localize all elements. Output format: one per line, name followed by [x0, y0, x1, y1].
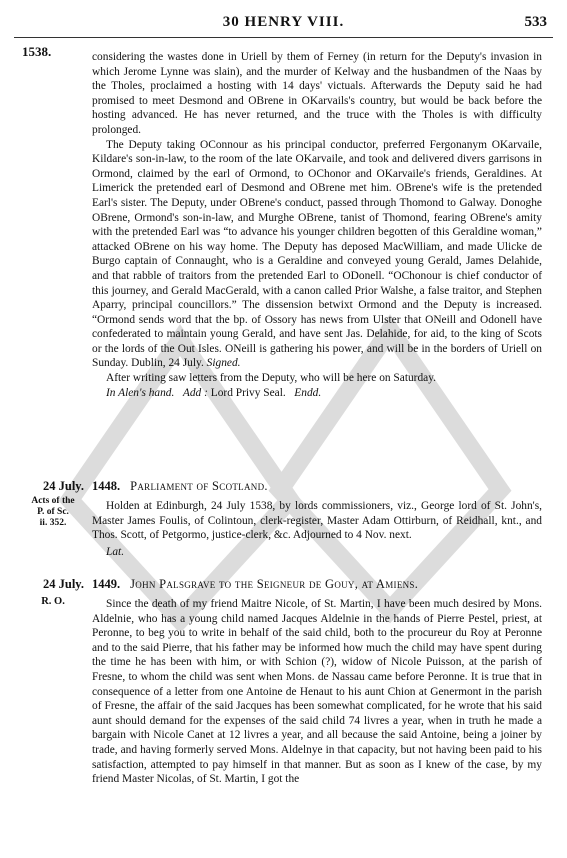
entry-1449-body [92, 597, 542, 787]
entry-1449-date: 24 July. [43, 577, 84, 591]
paragraph: Holden at Edinburgh, 24 July 1538, by lords commissioners, viz., George lord of St. John's, Master James Foulis, of Colintoun, clerk-register, Master Adam Ottirburn, of Reidhall, knt., and Thos. Scott, of Petgormo, justice-clerk, &c. Adjourned to 4 Nov. next. [92, 500, 542, 542]
entry-1448-body [92, 499, 542, 559]
postscript: After writing saw letters from the Deputy, who will be here on Saturday. [106, 372, 437, 385]
entry-1448-heading [92, 479, 268, 494]
paragraph [92, 138, 542, 372]
endorsement-line [92, 386, 542, 401]
year-marker: 1538. [22, 44, 52, 59]
running-title: 30 HENRY VIII. [222, 14, 345, 30]
entry-1448-date: 24 July. [43, 479, 84, 493]
page-header [0, 12, 567, 34]
entry-title: John Palsgrave to the Seigneur de Gouy, at Amiens. [130, 577, 419, 591]
header-rule [14, 37, 553, 38]
add-value: Lord Privy Seal. [210, 386, 286, 399]
reference-line: P. of Sc. [37, 507, 69, 517]
endd-note: Endd. [294, 386, 322, 399]
hand-note: In Alen's hand. [106, 386, 175, 399]
reference-line: ii. 352. [39, 518, 67, 528]
entry-1448-reference [20, 496, 86, 529]
paragraph: considering the wastes done in Uriell by them of Ferney (in return for the Deputy's invasion in which Jerome Lynne was slain), and the murder of Kelway and the husbandmen of the Naas by the Tholes, proclaimed a hosting with 14 days' victuals. Afterwards the Deputy said he had promised to meet Desmond and OBrene in OKarvails's country, but would be back before the hosting advanced. He has never returned, and the truce with the Tholes is with difficulty prolonged. [92, 51, 542, 136]
page-number: 533 [524, 14, 547, 30]
add-label: Add : [182, 386, 208, 399]
signed-note: Signed. [206, 357, 241, 370]
paragraph-text: The Deputy taking OConnour as his principal conductor, preferred Fergonanym OKarvaile, Kildare's son-in-law, to the room of the late OKarvaile, and took and delivered divers garrisons in Ormond, claimed by the earl of Ormond, to OChonor and OKarvaile's friends, Geraldines. At Limerick the pretended earl of Desmond and OBrene met him. OBrene's wife is the pretended Earl's sister. The Deputy, under OBrene's conduct, passed through Thomond to Galway. Donoghe OBrene, Ormond's son-in-law, and Murghe OBrene, tanist of Thomond, fearing OBrene's amity with the pretended Earl was “to advance his younger children begotten of this Geraldine woman,” attacked OBrene on his way home. The Deputy has deposed MacWilliam, and made Ulicke de Burgo captain of Connaught, who is a Geraldine and conveyed young Gerald, James Delahide, and that rabble of traitors from the pretended Earl to ODonell. “OChonour is chief conductor of this journey, and Gerald MacGerald, with a canon called Prior Walshe, a false traitor, and Stephen Aparry, principal councillors.” The dissension betwixt Ormond and the Deputy is increased. “Ormond sends word that the bp. of Ossory has news from Ulster that ONeill and Odonell have confederated to maintain young Gerald, and have sent Jas. Delahide, for aid, to the king of Scots or the lords of the Out Isles. ONeill is gathering his power, and will be in the borders of Uriell on Sunday. Dublin, 24 July. [92, 138, 542, 370]
entry-1447-continued [92, 50, 542, 400]
language-note: Lat. [106, 545, 125, 558]
entry-1449-heading [92, 577, 418, 592]
entry-1449-reference: R. O. [41, 596, 65, 607]
reference-line: Acts of the [31, 496, 75, 506]
entry-number: 1448. [92, 479, 121, 493]
entry-number: 1449. [92, 577, 121, 591]
paragraph: Since the death of my friend Maitre Nicole, of St. Martin, I have been much desired by Mons. Aldelnie, who has a young child named Jacques Aldelnie in the hands of Pierre Pestel, priest, at Peronne, to beg you to write in behalf of the said child, both to the procureur du Roy at Peronne and to the said Pierre, that his father may be informed how much the child may have spent during the time he has been with him, or with Schion (?), widow of Nicole Puisson, at the parish of Fresne, to whom the child was sent when Mons. de Nassau came before Peronne. It is true that in consequence of a letter from one Antoine de Henaut to his aunt Chion at Genermont in the parish of Fresne, the affair of the said Jacques has been somewhat complicated, for he wrote that his said aunt should demand for the expenses of the said child 74 livres a year, when in truth he made a bargain with Nicole Canet at 12 livres a year, and all because the said Antoine, being a joiner by trade, and having formerly served Mons. Aldelnye in that capacity, but not having been paid to his satisfaction, attempted to pay himself in that manner. But as soon as I knew of the case, by my friend Master Nicolas, of St. Martin, I got the [92, 598, 542, 786]
entry-title: Parliament of Scotland. [130, 479, 268, 493]
